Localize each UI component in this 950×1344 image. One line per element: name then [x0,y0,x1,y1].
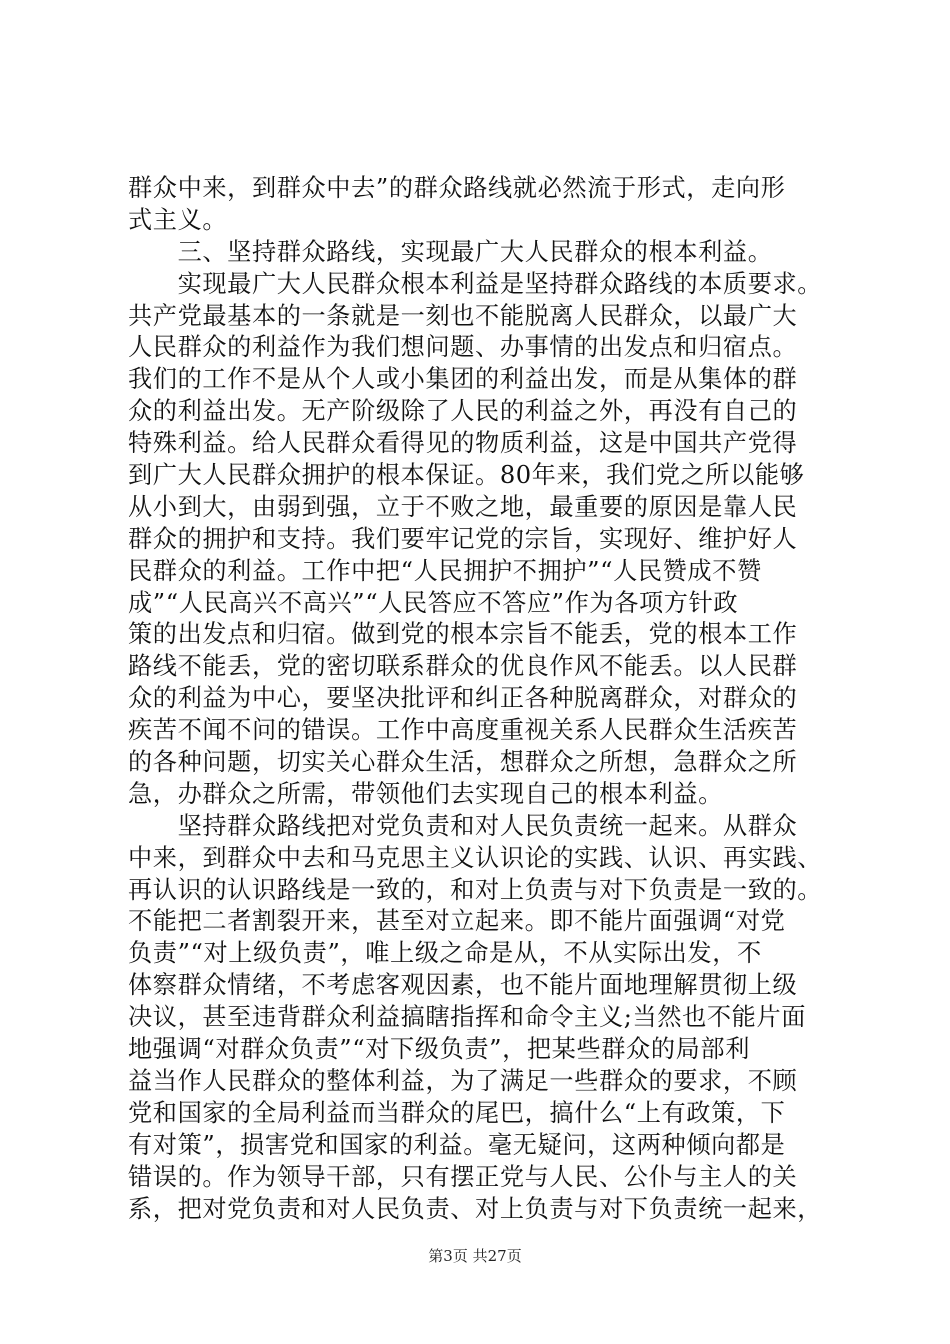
text-line: 群众中来，到群众中去”的群众路线就必然流于形式，走向形 [128,174,786,202]
text-line: 共产党最基本的一条就是一刻也不能脱离人民群众，以最广大 [128,301,798,330]
text-line: 系，把对党负责和对人民负责、对上负责与对下负责统一起来， [128,1194,823,1223]
text-line: 有对策”，损害党和国家的利益。毫无疑问，这两种倾向都是 [128,1130,786,1159]
text-line: 到广大人民群众拥护的根本保证。80年来，我们党之所以能够 [128,461,805,490]
text-line: 从小到大，由弱到强，立于不败之地，最重要的原因是靠人民 [128,492,798,521]
text-line: 坚持群众路线把对党负责和对人民负责统一起来。从群众 [128,811,798,840]
text-line: 策的出发点和归宿。做到党的根本宗旨不能丢，党的根本工作 [128,620,798,649]
text-line: 特殊利益。给人民群众看得见的物质利益，这是中国共产党得 [128,429,798,458]
page-footer: 第3页 共27页 [428,1247,522,1265]
text-line: 决议，甚至违背群众利益搞瞎指挥和命令主义;当然也不能片面 [128,1003,807,1032]
text-line: 的各种问题，切实关心群众生活，想群众之所想，急群众之所 [128,748,798,777]
text-line: 路线不能丢，党的密切联系群众的优良作风不能丢。以人民群 [128,652,798,681]
text-line: 党和国家的全局利益而当群众的尾巴，搞什么“上有政策，下 [128,1098,786,1127]
text-line: 错误的。作为领导干部，只有摆正党与人民、公仆与主人的关 [128,1162,798,1191]
text-line: 再认识的认识路线是一致的，和对上负责与对下负责是一致的。 [128,875,823,904]
text-line: 地强调“对群众负责”“对下级负责”，把某些群众的局部利 [128,1035,750,1064]
text-line: 中来，到群众中去和马克思主义认识论的实践、认识、再实践、 [128,843,823,872]
text-line: 不能把二者割裂开来，甚至对立起来。即不能片面强调“对党 [128,907,786,936]
text-line: 成”“人民高兴不高兴”“人民答应不答应”作为各项方针政 [128,588,739,617]
text-line: 民群众的利益。工作中把“人民拥护不拥护”“人民赞成不赞 [128,556,762,585]
text-line: 疾苦不闻不问的错误。工作中高度重视关系人民群众生活疾苦 [128,716,798,745]
text-line: 体察群众情绪，不考虑客观因素，也不能片面地理解贯彻上级 [128,971,798,1000]
text-line: 益当作人民群众的整体利益，为了满足一些群众的要求，不顾 [128,1066,798,1095]
text-line: 急，办群众之所需，带领他们去实现自己的根本利益。 [128,779,723,808]
text-line: 实现最广大人民群众根本利益是坚持群众路线的本质要求。 [128,269,823,298]
body-text [128,173,828,1225]
text-line: 我们的工作不是从个人或小集团的利益出发，而是从集体的群 [128,365,798,394]
text-line: 式主义。 [128,205,228,234]
text-line: 众的利益为中心，要坚决批评和纠正各种脱离群众，对群众的 [128,684,798,713]
text-line: 三、坚持群众路线，实现最广大人民群众的根本利益。 [128,237,773,266]
text-line: 人民群众的利益作为我们想问题、办事情的出发点和归宿点。 [128,333,798,362]
text-line: 负责”“对上级负责”，唯上级之命是从，不从实际出发，不 [128,939,762,968]
text-line: 众的利益出发。无产阶级除了人民的利益之外，再没有自己的 [128,397,798,426]
text-line: 群众的拥护和支持。我们要牢记党的宗旨，实现好、维护好人 [128,524,798,553]
